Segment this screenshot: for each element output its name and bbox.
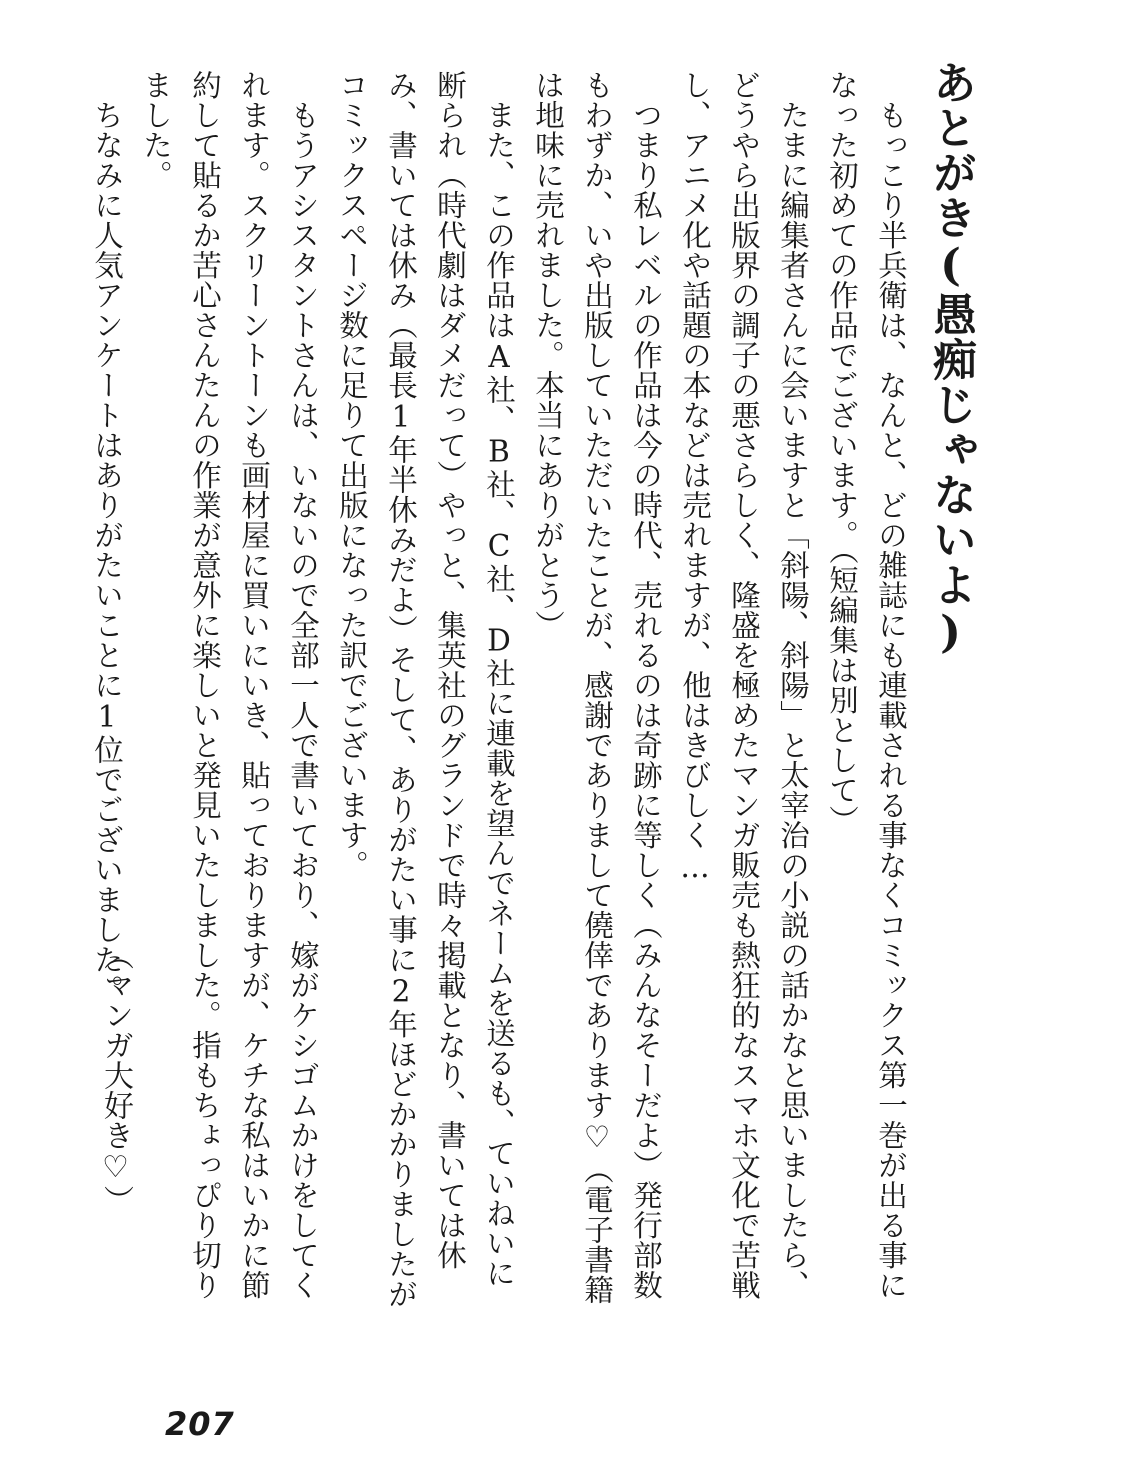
afterword-body: もっこり半兵衛は、なんと、どの雑誌にも連載される事なくコミックス第一巻が出る事になった初めての作品でございます。（短編集は別として） たまに編集者さんに会いますと「斜陽、斜陽」と太宰治の小説の話かなと思いましたら、どうやら出版界の調子の悪さらしく、隆盛を極めたマンガ販売も熱狂的なスマホ文化で苦戦し、アニメ化や話題の本などは売れますが、他はきびしく… つまり私レベルの作品は今の時代、売れるのは奇跡に等しく（みんなそーだよ）発行部数もわずか、いや出版していただいたことが、感謝でありまして僥倖であります♡（電子書籍は地味に売れました。本当にありがとう） また、この作品はA社、B社、C社、D社に連載を望んでネームを送るも、ていねいに断られ（時代劇はダメだって）やっと、集英社のグランドで時々掲載となり、書いては休み、書いては休み（最長1年半休みだよ）そして、ありがたい事に2年ほどかかりましたがコミックスページ数に足りて出版になった訳でございます。 もうアシスタントさんは、いないので全部一人で書いており、嫁がケシゴムかけをしてくれます。スクリーントーンも画材屋に買いにいき、貼っておりますが、ケチな私はいかに節約して貼るか苦心さんたんの作業が意外に楽しいと発見いたしました。指もちょっぴり切りました。 ちなみに人気アンケートはありがたいことに1位でございました。	[90, 70, 908, 1309]
author-signature: （マンガ大好き♡）	[98, 940, 133, 1215]
afterword-title: あとがき(愚痴じゃないよ)	[925, 60, 976, 659]
page-number: 207	[165, 1405, 235, 1443]
